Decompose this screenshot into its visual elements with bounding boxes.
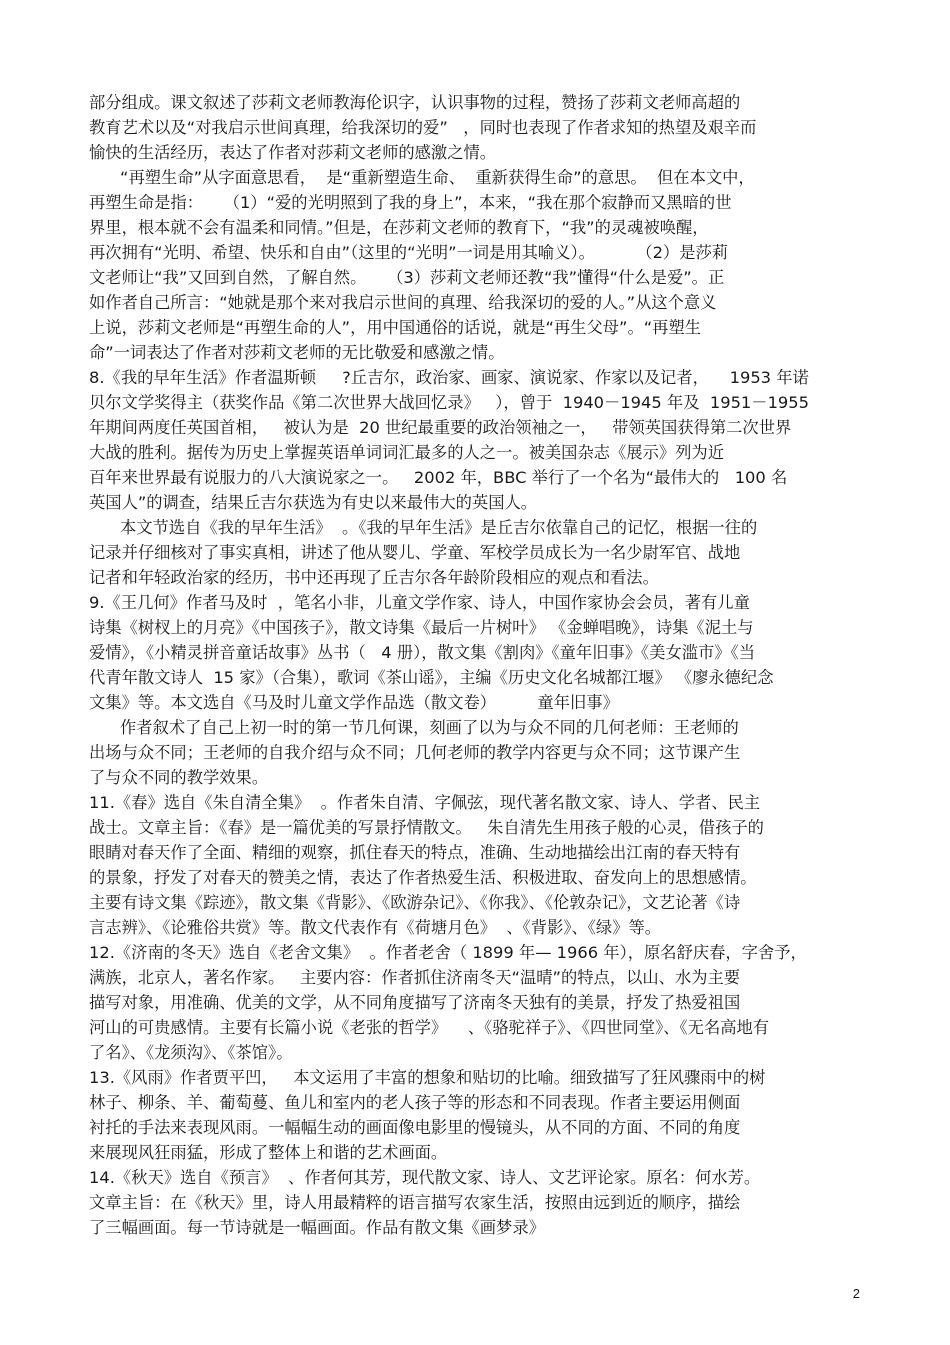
text-line: 了三幅画面。每一节诗就是一幅画面。作品有散文集《画梦录》 — [89, 1218, 545, 1237]
text-line: 百年来世界最有说服力的八大演说家之一。 2002 年，BBC 举行了一个名为“最伟大的 100 名 — [89, 468, 788, 487]
text-line: 命”一词表达了作者对莎莉文老师的无比敬爱和感激之情。 — [89, 343, 505, 362]
text-line: 再塑生命是指： （1）“爱的光明照到了我的身上”，本来，“我在那个寂静而又黑暗的世 — [89, 193, 732, 212]
body-text — [89, 90, 879, 1240]
text-line: 上说，莎莉文老师是“再塑生命的人”，用中国通俗的话说，就是“再生父母”。“再塑生 — [89, 318, 702, 337]
text-line: 大战的胜利。据传为历史上掌握英语单词词汇最多的人之一。被美国杂志《展示》列为近 — [89, 443, 724, 462]
text-line: 再次拥有“光明、希望、快乐和自由”（这里的“光明”一词是用其喻义）。 （2）是莎莉 — [89, 243, 729, 262]
text-line: 出场与众不同；王老师的自我介绍与众不同；几何老师的教学内容更与众不同；这节课产生 — [89, 743, 741, 762]
text-line: 部分组成。课文叙述了莎莉文老师教海伦识字，认识事物的过程，赞扬了莎莉文老师高超的 — [89, 93, 741, 112]
text-line: 记者和年轻政治家的经历，书中还再现了丘吉尔各年龄阶段相应的观点和看法。 — [89, 568, 659, 587]
text-line: 本文节选自《我的早年生活》 。《我的早年生活》是丘吉尔依靠自己的记忆，根据一往的 — [89, 518, 758, 537]
text-line: 13.《风雨》作者贾平凹， 本文运用了丰富的想象和贴切的比喻。细致描写了狂风骤雨中的树 — [89, 1068, 766, 1087]
text-line: 来展现风狂雨猛，形成了整体上和谐的艺术画面。 — [89, 1143, 448, 1162]
text-line: 8.《我的早年生活》作者温斯顿 ?丘吉尔，政治家、画家、演说家、作家以及记者， 1953 年诺 — [89, 368, 809, 387]
text-line: 爱情》，《小精灵拼音童话故事》丛书（ 4 册），散文集《割肉》《童年旧事》《美女滥市》《当 — [89, 643, 756, 662]
text-line: 年期间两度任英国首相， 被认为是 20 世纪最重要的政治领袖之一， 带领英国获得第二次世界 — [89, 418, 792, 437]
text-line: 文章主旨：在《秋天》里，诗人用最精粹的语言描写农家生活，按照由远到近的顺序，描绘 — [89, 1193, 741, 1212]
text-line: 文老师让“我”又回到自然，了解自然。 （3）莎莉文老师还教“我”懂得“什么是爱”。正 — [89, 268, 725, 287]
text-line: 作者叙术了自己上初一时的第一节几何课，刻画了以为与众不同的几何老师：王老师的 — [89, 718, 739, 737]
text-line: 衬托的手法来表现风雨。一幅幅生动的画面像电影里的慢镜头，从不同的方面、不同的角度 — [89, 1118, 741, 1137]
text-line: 贝尔文学奖得主（获奖作品《第二次世界大战回忆录》 ），曾于 1940－1945 年及 1951－1955 — [89, 393, 809, 412]
text-line: 描写对象，用准确、优美的文学，从不同角度描写了济南冬天独有的美景，抒发了热爱祖国 — [89, 993, 741, 1012]
text-line: 诗集《树杈上的月亮》《中国孩子》，散文诗集《最后一片树叶》 《金蝉唱晚》，诗集《泥土与 — [89, 618, 754, 637]
text-line: 愉快的生活经历，表达了作者对莎莉文老师的感激之情。 — [89, 143, 497, 162]
text-line: 12.《济南的冬天》选自《老舍文集》 。作者老舍（ 1899 年— 1966 年），原名舒庆春，字舍予， — [89, 943, 807, 962]
text-line: 的景象，抒发了对春天的赞美之情，表达了作者热爱生活、积极进取、奋发向上的思想感情。 — [89, 868, 757, 887]
text-line: 如作者自己所言：“她就是那个来对我启示世间的真理、给我深切的爱的人。”从这个意义 — [89, 293, 717, 312]
page-number: 2 — [852, 1286, 860, 1301]
text-line: 主要有诗文集《踪迹》，散文集《背影》、《欧游杂记》、《你我》、《伦敦杂记》，文艺论著《诗 — [89, 893, 741, 912]
text-line: 战士。文章主旨：《春》是一篇优美的写景抒情散文。 朱自清先生用孩子般的心灵，借孩子的 — [89, 818, 764, 837]
text-line: 了名》、《龙须沟》、《茶馆》。 — [89, 1043, 293, 1062]
text-line: 了与众不同的教学效果。 — [89, 768, 269, 787]
text-line: 记录并仔细核对了事实真相，讲述了他从婴儿、学童、军校学员成长为一名少尉军官、战地 — [89, 543, 741, 562]
text-line: 林子、柳条、羊、葡萄蔓、鱼儿和室内的老人孩子等的形态和不同表现。作者主要运用侧面 — [89, 1093, 741, 1112]
text-line: 教育艺术以及“对我启示世间真理，给我深切的爱” ，同时也表现了作者求知的热望及艰辛而 — [89, 118, 757, 137]
text-line: 满族，北京人，著名作家。 主要内容：作者抓住济南冬天“温晴”的特点，以山、水为主要 — [89, 968, 741, 987]
text-line: 界里，根本就不会有温柔和同情。”但是，在莎莉文老师的教育下，“我”的灵魂被唤醒， — [89, 218, 709, 237]
text-line: 言志辨》、《论雅俗共赏》等。散文代表作有《荷塘月色》 、《背影》、《绿》等。 — [89, 918, 662, 937]
text-line: 英国人”的调查，结果丘吉尔获选为有史以来最伟大的英国人。 — [89, 493, 538, 512]
text-line: 眼睛对春天作了全面、精细的观察，抓住春天的特点，准确、生动地描绘出江南的春天特有 — [89, 843, 741, 862]
text-line: 14.《秋天》选自《预言》 、作者何其芳，现代散文家、诗人、文艺评论家。原名：何水芳。 — [89, 1168, 761, 1187]
text-line: 11.《春》选自《朱自清全集》 。作者朱自清、字佩弦，现代著名散文家、诗人、学者、民主 — [89, 793, 761, 812]
text-line: 9.《王几何》作者马及时 ，笔名小非，儿童文学作家、诗人，中国作家协会会员，著有儿童 — [89, 593, 750, 612]
text-line: 河山的可贵感情。主要有长篇小说《老张的哲学》 、《骆驼祥子》、《四世同堂》、《无名高地有 — [89, 1018, 770, 1037]
text-line: “再塑生命”从字面意思看， 是“重新塑造生命、 重新获得生命”的意思。 但在本文中， — [89, 168, 755, 187]
text-line: 文集》等。本文选自《马及时儿童文学作品选（散文卷） 童年旧事》 — [89, 693, 619, 712]
text-line: 代青年散文诗人 15 家》（合集），歌词《茶山谣》，主编《历史文化名城都江堰》 《廖永德纪念 — [89, 668, 774, 687]
